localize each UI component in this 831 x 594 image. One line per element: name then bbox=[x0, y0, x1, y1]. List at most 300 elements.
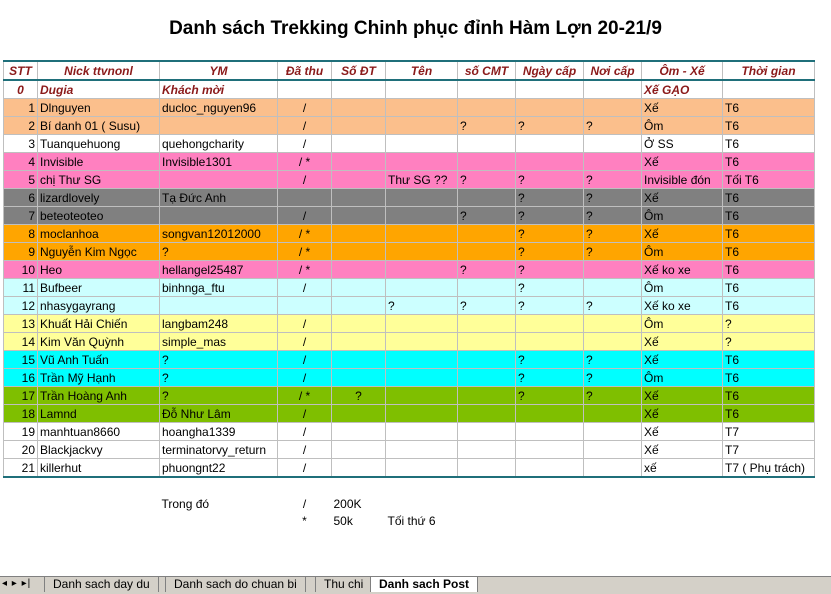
cell[interactable] bbox=[278, 477, 332, 495]
cell[interactable]: ? bbox=[584, 297, 642, 315]
cell[interactable]: terminatorvy_return bbox=[160, 441, 278, 459]
cell[interactable]: ? bbox=[516, 279, 584, 297]
cell[interactable] bbox=[584, 99, 642, 117]
cell[interactable] bbox=[386, 207, 458, 225]
cell[interactable]: / bbox=[278, 171, 332, 189]
cell[interactable]: / bbox=[278, 315, 332, 333]
cell[interactable] bbox=[458, 243, 516, 261]
cell[interactable] bbox=[278, 189, 332, 207]
cell[interactable]: quehongcharity bbox=[160, 135, 278, 153]
cell[interactable]: T6 bbox=[723, 153, 815, 171]
cell[interactable] bbox=[160, 297, 278, 315]
cell[interactable] bbox=[38, 495, 160, 512]
cell[interactable] bbox=[458, 99, 516, 117]
cell[interactable]: ? bbox=[584, 387, 642, 405]
cell[interactable] bbox=[584, 153, 642, 171]
cell[interactable] bbox=[4, 495, 38, 512]
cell[interactable] bbox=[516, 135, 584, 153]
cell[interactable]: ? bbox=[723, 315, 815, 333]
cell[interactable] bbox=[386, 387, 458, 405]
cell[interactable]: ? bbox=[516, 189, 584, 207]
cell[interactable] bbox=[723, 495, 815, 512]
cell[interactable] bbox=[386, 477, 458, 495]
cell[interactable]: Xế bbox=[642, 99, 723, 117]
cell[interactable]: 14 bbox=[4, 333, 38, 351]
table-row bbox=[4, 351, 815, 369]
cell[interactable] bbox=[386, 80, 458, 99]
cell[interactable] bbox=[332, 225, 386, 243]
sheet-tab[interactable]: Danh sach do chuan bi bbox=[165, 577, 306, 592]
column-header[interactable]: YM bbox=[160, 61, 278, 80]
sheet-tab[interactable]: Danh sach day du bbox=[44, 577, 159, 592]
cell[interactable] bbox=[584, 279, 642, 297]
cell[interactable]: ? bbox=[458, 297, 516, 315]
cell[interactable]: Lamnd bbox=[38, 405, 160, 423]
cell[interactable]: binhnga_ftu bbox=[160, 279, 278, 297]
cell[interactable]: 7 bbox=[4, 207, 38, 225]
cell[interactable]: 19 bbox=[4, 423, 38, 441]
sheet-tab[interactable]: Thu chi bbox=[315, 577, 372, 592]
cell[interactable]: Ở SS bbox=[642, 135, 723, 153]
cell[interactable]: beteoteoteo bbox=[38, 207, 160, 225]
column-header[interactable]: Nơi cấp bbox=[584, 61, 642, 80]
cell[interactable]: ? bbox=[723, 333, 815, 351]
cell[interactable] bbox=[332, 207, 386, 225]
cell[interactable]: simple_mas bbox=[160, 333, 278, 351]
cell[interactable] bbox=[386, 261, 458, 279]
cell[interactable]: ? bbox=[160, 369, 278, 387]
cell[interactable]: Ôm bbox=[642, 369, 723, 387]
cell[interactable]: Blackjackvy bbox=[38, 441, 160, 459]
cell[interactable]: Trần Mỹ Hạnh bbox=[38, 369, 160, 387]
table-row bbox=[4, 243, 815, 261]
sheet-tab[interactable]: Danh sach Post bbox=[370, 577, 478, 592]
cell[interactable]: * bbox=[302, 513, 307, 528]
cell[interactable] bbox=[160, 171, 278, 189]
cell[interactable] bbox=[332, 279, 386, 297]
cell[interactable] bbox=[723, 80, 815, 99]
cell[interactable] bbox=[332, 351, 386, 369]
cell[interactable]: Xế bbox=[642, 405, 723, 423]
cell[interactable] bbox=[386, 117, 458, 135]
cell[interactable]: ? bbox=[584, 171, 642, 189]
cell[interactable]: 2 bbox=[4, 117, 38, 135]
cell[interactable]: Xế bbox=[642, 387, 723, 405]
cell[interactable]: Thư SG ?? bbox=[386, 171, 458, 189]
cell[interactable]: Nguyễn Kim Ngọc bbox=[38, 243, 160, 261]
cell[interactable] bbox=[516, 333, 584, 351]
cell[interactable]: 10 bbox=[4, 261, 38, 279]
cell[interactable] bbox=[516, 405, 584, 423]
cell[interactable] bbox=[332, 441, 386, 459]
cell[interactable]: T6 bbox=[723, 261, 815, 279]
cell[interactable]: T7 bbox=[723, 423, 815, 441]
cell[interactable]: chị Thư SG bbox=[38, 171, 160, 189]
cell[interactable]: / bbox=[278, 405, 332, 423]
cell[interactable] bbox=[160, 477, 278, 495]
cell[interactable]: / * bbox=[278, 153, 332, 171]
cell[interactable] bbox=[332, 333, 386, 351]
cell[interactable]: T6 bbox=[723, 225, 815, 243]
cell[interactable] bbox=[458, 189, 516, 207]
cell[interactable]: / bbox=[278, 369, 332, 387]
cell[interactable]: 20 bbox=[4, 441, 38, 459]
cell[interactable]: T6 bbox=[723, 405, 815, 423]
sheet-tab-bar bbox=[0, 576, 831, 594]
cell[interactable]: / bbox=[302, 496, 307, 511]
cell[interactable] bbox=[386, 405, 458, 423]
cell[interactable] bbox=[332, 171, 386, 189]
cell[interactable]: ? bbox=[160, 387, 278, 405]
cell[interactable]: Trong đó bbox=[161, 496, 210, 511]
cell[interactable] bbox=[332, 243, 386, 261]
cell[interactable] bbox=[584, 261, 642, 279]
cell[interactable]: 200K bbox=[333, 496, 362, 511]
cell[interactable]: T6 bbox=[723, 135, 815, 153]
column-header[interactable]: Ôm - Xế bbox=[642, 61, 723, 80]
cell[interactable] bbox=[160, 117, 278, 135]
cell[interactable] bbox=[516, 423, 584, 441]
column-header[interactable]: Thời gian bbox=[723, 61, 815, 80]
cell[interactable]: T6 bbox=[723, 243, 815, 261]
cell[interactable] bbox=[516, 315, 584, 333]
cell[interactable]: Xế bbox=[642, 441, 723, 459]
cell[interactable] bbox=[332, 189, 386, 207]
cell[interactable]: Dlnguyen bbox=[38, 99, 160, 117]
cell[interactable] bbox=[386, 315, 458, 333]
cell[interactable]: 11 bbox=[4, 279, 38, 297]
cell[interactable]: Xế bbox=[642, 225, 723, 243]
cell[interactable] bbox=[386, 189, 458, 207]
cell[interactable]: / bbox=[278, 459, 332, 478]
cell[interactable]: xế bbox=[642, 459, 723, 478]
cell[interactable]: Xế GẠO bbox=[642, 80, 723, 99]
cell[interactable] bbox=[458, 135, 516, 153]
cell[interactable]: 50k bbox=[333, 513, 353, 528]
cell[interactable]: Khuất Hải Chiến bbox=[38, 315, 160, 333]
cell[interactable]: Bí danh 01 ( Susu) bbox=[38, 117, 160, 135]
cell[interactable]: ? bbox=[516, 243, 584, 261]
cell[interactable] bbox=[516, 153, 584, 171]
cell[interactable]: Bufbeer bbox=[38, 279, 160, 297]
cell[interactable] bbox=[160, 512, 278, 529]
cell[interactable]: Trần Hoàng Anh bbox=[38, 387, 160, 405]
cell[interactable] bbox=[386, 135, 458, 153]
cell[interactable]: ? bbox=[516, 261, 584, 279]
cell[interactable]: Vũ Anh Tuấn bbox=[38, 351, 160, 369]
cell[interactable] bbox=[458, 315, 516, 333]
cell[interactable] bbox=[584, 423, 642, 441]
cell[interactable]: / * bbox=[278, 387, 332, 405]
cell[interactable] bbox=[386, 423, 458, 441]
cell[interactable]: Kim Văn Quỳnh bbox=[38, 333, 160, 351]
cell[interactable]: songvan12012000 bbox=[160, 225, 278, 243]
cell[interactable] bbox=[584, 459, 642, 478]
cell[interactable] bbox=[332, 297, 386, 315]
cell[interactable] bbox=[458, 225, 516, 243]
cell[interactable]: 17 bbox=[4, 387, 38, 405]
cell[interactable] bbox=[516, 495, 584, 512]
cell[interactable]: ? bbox=[458, 171, 516, 189]
table-row bbox=[4, 171, 815, 189]
cell[interactable]: 18 bbox=[4, 405, 38, 423]
cell[interactable]: ? bbox=[516, 387, 584, 405]
cell[interactable]: ? bbox=[458, 207, 516, 225]
cell[interactable] bbox=[458, 387, 516, 405]
cell[interactable]: ? bbox=[584, 117, 642, 135]
cell[interactable]: ? bbox=[516, 369, 584, 387]
cell[interactable] bbox=[332, 99, 386, 117]
cell[interactable]: T6 bbox=[723, 387, 815, 405]
cell[interactable]: / bbox=[278, 441, 332, 459]
cell[interactable]: lizardlovely bbox=[38, 189, 160, 207]
cell[interactable] bbox=[584, 495, 642, 512]
cell[interactable] bbox=[458, 495, 516, 512]
cell[interactable]: Đỗ Như Lâm bbox=[160, 405, 278, 423]
cell[interactable] bbox=[723, 512, 815, 529]
cell[interactable] bbox=[332, 261, 386, 279]
column-header[interactable]: Tên bbox=[386, 61, 458, 80]
cell[interactable]: ? bbox=[516, 297, 584, 315]
cell[interactable] bbox=[516, 477, 584, 495]
cell[interactable] bbox=[332, 459, 386, 478]
cell[interactable]: moclanhoa bbox=[38, 225, 160, 243]
cell[interactable]: ? bbox=[584, 207, 642, 225]
cell[interactable]: T6 bbox=[723, 99, 815, 117]
cell[interactable] bbox=[584, 315, 642, 333]
cell[interactable]: Xế bbox=[642, 189, 723, 207]
table-row bbox=[4, 99, 815, 117]
cell[interactable] bbox=[642, 512, 723, 529]
cell[interactable]: T6 bbox=[723, 297, 815, 315]
cell[interactable] bbox=[332, 369, 386, 387]
cell[interactable]: Invisible đón bbox=[642, 171, 723, 189]
cell[interactable]: / bbox=[278, 351, 332, 369]
cell[interactable]: ? bbox=[516, 117, 584, 135]
cell[interactable]: / bbox=[278, 99, 332, 117]
cell[interactable]: hoangha1339 bbox=[160, 423, 278, 441]
table-row bbox=[4, 459, 815, 478]
cell[interactable] bbox=[4, 512, 38, 529]
cell[interactable] bbox=[386, 495, 458, 512]
cell[interactable] bbox=[516, 80, 584, 99]
cell[interactable]: 13 bbox=[4, 315, 38, 333]
cell[interactable]: Xế bbox=[642, 351, 723, 369]
cell[interactable] bbox=[386, 351, 458, 369]
cell[interactable]: killerhut bbox=[38, 459, 160, 478]
cell[interactable] bbox=[332, 153, 386, 171]
cell[interactable]: Tối thứ 6 bbox=[387, 513, 436, 528]
cell[interactable] bbox=[278, 297, 332, 315]
cell[interactable]: ? bbox=[584, 369, 642, 387]
cell[interactable]: 8 bbox=[4, 225, 38, 243]
cell[interactable] bbox=[584, 441, 642, 459]
cell[interactable]: T6 bbox=[723, 117, 815, 135]
cell[interactable] bbox=[386, 441, 458, 459]
cell[interactable]: Ôm bbox=[642, 243, 723, 261]
cell[interactable]: Xế ko xe bbox=[642, 297, 723, 315]
cell[interactable]: Ôm bbox=[642, 315, 723, 333]
column-header[interactable]: STT bbox=[4, 61, 38, 80]
cell[interactable]: Khách mời bbox=[160, 80, 278, 99]
cell[interactable]: Xế bbox=[642, 333, 723, 351]
cell[interactable] bbox=[332, 80, 386, 99]
cell[interactable] bbox=[386, 459, 458, 478]
cell[interactable]: 16 bbox=[4, 369, 38, 387]
cell[interactable]: / bbox=[278, 117, 332, 135]
cell[interactable]: / bbox=[278, 279, 332, 297]
cell[interactable]: T7 bbox=[723, 441, 815, 459]
column-header[interactable]: Đã thu bbox=[278, 61, 332, 80]
cell[interactable]: ? bbox=[584, 243, 642, 261]
cell[interactable]: Ôm bbox=[642, 117, 723, 135]
cell[interactable]: hellangel25487 bbox=[160, 261, 278, 279]
cell[interactable]: ? bbox=[386, 297, 458, 315]
cell[interactable] bbox=[458, 369, 516, 387]
cell[interactable] bbox=[332, 423, 386, 441]
cell[interactable]: ? bbox=[160, 351, 278, 369]
column-header[interactable]: Ngày cấp bbox=[516, 61, 584, 80]
cell[interactable]: langbam248 bbox=[160, 315, 278, 333]
cell[interactable] bbox=[516, 99, 584, 117]
cell[interactable]: 4 bbox=[4, 153, 38, 171]
cell[interactable]: ? bbox=[332, 387, 386, 405]
cell[interactable]: ? bbox=[584, 225, 642, 243]
cell[interactable] bbox=[278, 80, 332, 99]
cell[interactable] bbox=[332, 135, 386, 153]
cell[interactable]: 5 bbox=[4, 171, 38, 189]
cell[interactable]: T6 bbox=[723, 279, 815, 297]
cell[interactable] bbox=[584, 135, 642, 153]
cell[interactable] bbox=[386, 153, 458, 171]
cell[interactable]: T6 bbox=[723, 189, 815, 207]
cell[interactable]: 12 bbox=[4, 297, 38, 315]
cell[interactable] bbox=[458, 477, 516, 495]
table-row bbox=[4, 405, 815, 423]
cell[interactable] bbox=[516, 512, 584, 529]
cell[interactable] bbox=[38, 477, 160, 495]
cell[interactable] bbox=[516, 441, 584, 459]
cell[interactable]: Ôm bbox=[642, 207, 723, 225]
table-row bbox=[4, 441, 815, 459]
cell[interactable]: 21 bbox=[4, 459, 38, 478]
tab-nav-arrows[interactable]: ◂ ▸ ▸| bbox=[2, 578, 32, 589]
column-header[interactable]: Số ĐT bbox=[332, 61, 386, 80]
cell[interactable] bbox=[584, 477, 642, 495]
cell[interactable]: ? bbox=[516, 207, 584, 225]
cell[interactable]: T6 bbox=[723, 369, 815, 387]
cell[interactable]: / * bbox=[278, 225, 332, 243]
cell[interactable] bbox=[160, 207, 278, 225]
cell[interactable] bbox=[386, 99, 458, 117]
cell[interactable] bbox=[723, 477, 815, 495]
cell[interactable]: Xế bbox=[642, 153, 723, 171]
cell[interactable]: ? bbox=[160, 243, 278, 261]
cell[interactable] bbox=[516, 459, 584, 478]
cell[interactable]: 0 bbox=[4, 80, 38, 99]
column-header[interactable]: Nick ttvnonl bbox=[38, 61, 160, 80]
cell[interactable]: / bbox=[278, 333, 332, 351]
cell[interactable] bbox=[458, 441, 516, 459]
cell[interactable]: ? bbox=[516, 171, 584, 189]
cell[interactable]: phuongnt22 bbox=[160, 459, 278, 478]
cell[interactable]: Invisible bbox=[38, 153, 160, 171]
table-row bbox=[4, 207, 815, 225]
cell[interactable] bbox=[4, 477, 38, 495]
cell[interactable]: ? bbox=[584, 351, 642, 369]
cell[interactable] bbox=[584, 405, 642, 423]
cell[interactable] bbox=[458, 153, 516, 171]
cell[interactable]: Tuanquehuong bbox=[38, 135, 160, 153]
cell[interactable] bbox=[332, 405, 386, 423]
cell[interactable]: Tối T6 bbox=[723, 171, 815, 189]
cell[interactable]: Xế bbox=[642, 423, 723, 441]
cell[interactable]: 9 bbox=[4, 243, 38, 261]
cell[interactable] bbox=[458, 333, 516, 351]
cell[interactable]: / bbox=[278, 135, 332, 153]
cell[interactable]: Invisible1301 bbox=[160, 153, 278, 171]
cell[interactable]: ? bbox=[516, 351, 584, 369]
cell[interactable]: / * bbox=[278, 261, 332, 279]
cell[interactable] bbox=[332, 117, 386, 135]
cell[interactable]: T7 ( Phụ trách) bbox=[723, 459, 815, 478]
cell[interactable] bbox=[642, 495, 723, 512]
cell[interactable] bbox=[458, 351, 516, 369]
cell[interactable]: T6 bbox=[723, 207, 815, 225]
cell[interactable] bbox=[458, 80, 516, 99]
cell[interactable]: 3 bbox=[4, 135, 38, 153]
cell[interactable] bbox=[458, 512, 516, 529]
cell[interactable] bbox=[584, 333, 642, 351]
cell[interactable]: / bbox=[278, 423, 332, 441]
cell[interactable] bbox=[458, 279, 516, 297]
cell[interactable]: ? bbox=[458, 117, 516, 135]
cell[interactable] bbox=[584, 512, 642, 529]
cell[interactable]: T6 bbox=[723, 351, 815, 369]
cell[interactable]: nhasygayrang bbox=[38, 297, 160, 315]
cell[interactable] bbox=[458, 423, 516, 441]
cell[interactable]: Dugia bbox=[38, 80, 160, 99]
column-header[interactable]: số CMT bbox=[458, 61, 516, 80]
cell[interactable]: ? bbox=[516, 225, 584, 243]
cell[interactable]: 15 bbox=[4, 351, 38, 369]
cell[interactable] bbox=[642, 477, 723, 495]
cell[interactable]: Heo bbox=[38, 261, 160, 279]
cell[interactable] bbox=[584, 80, 642, 99]
cell[interactable]: ducloc_nguyen96 bbox=[160, 99, 278, 117]
cell[interactable]: manhtuan8660 bbox=[38, 423, 160, 441]
cell[interactable] bbox=[386, 333, 458, 351]
cell[interactable] bbox=[38, 512, 160, 529]
cell[interactable]: ? bbox=[584, 189, 642, 207]
cell[interactable]: 6 bbox=[4, 189, 38, 207]
cell[interactable] bbox=[458, 405, 516, 423]
cell[interactable] bbox=[386, 243, 458, 261]
cell[interactable] bbox=[386, 369, 458, 387]
cell[interactable]: / * bbox=[278, 243, 332, 261]
cell[interactable]: Ôm bbox=[642, 279, 723, 297]
cell[interactable] bbox=[332, 477, 386, 495]
cell[interactable] bbox=[458, 459, 516, 478]
cell[interactable]: / bbox=[278, 207, 332, 225]
cell[interactable]: 1 bbox=[4, 99, 38, 117]
cell[interactable] bbox=[386, 279, 458, 297]
cell[interactable]: Xế ko xe bbox=[642, 261, 723, 279]
cell[interactable]: ? bbox=[458, 261, 516, 279]
cell[interactable] bbox=[332, 315, 386, 333]
cell[interactable]: Tạ Đức Anh bbox=[160, 189, 278, 207]
cell[interactable] bbox=[386, 225, 458, 243]
